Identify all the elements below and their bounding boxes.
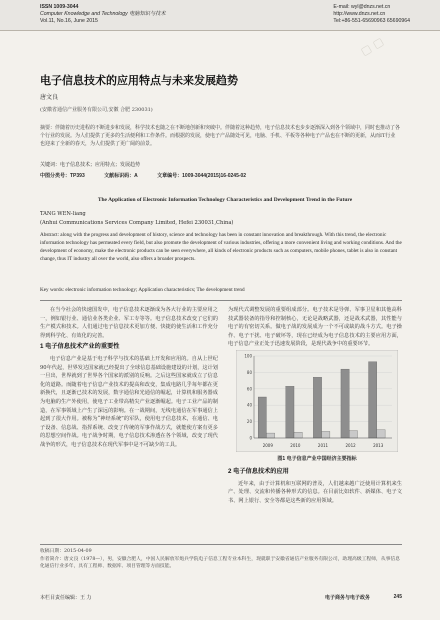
- y-tick-label: 20: [246, 419, 252, 425]
- y-tick-label: 40: [246, 402, 252, 408]
- bar: [369, 362, 377, 438]
- section-1-heading: 1 电子信息技术产业的重要性: [40, 343, 120, 351]
- keywords-cn: 关键词：电子信息技术；应用特点；发展趋势: [40, 162, 141, 168]
- bar: [349, 431, 357, 438]
- english-affiliation: (Anhui Communications Services Company Limited, Hefei 230031,China): [40, 220, 234, 226]
- section-2-text: 近年来，由于计算机和互联网的普及，人们越来越广泛使用计算机来生产、处理、交流和传播各种形式的信息。在目前比如软件、新媒体、电子文书、网上银行、安全等都是这些新的应用领域。: [228, 480, 402, 504]
- article-title: 电子信息技术的应用特点与未来发展趋势: [40, 75, 238, 87]
- email: E-mail: wyl@dnzs.net.cn: [333, 4, 391, 10]
- bar-chart: [236, 350, 398, 452]
- english-title: The Application of Electronic Information Technology Characteristics and Development Trend in the Future: [97, 197, 353, 203]
- bar: [313, 377, 321, 438]
- figure-chart: [236, 350, 398, 452]
- article-number: 文章编号：1009-3044(2015)16-0245-02: [157, 173, 247, 179]
- left-column: [40, 306, 218, 450]
- telephone: Tel:+86-551-65690963 65690964: [333, 18, 410, 24]
- x-tick-label: 2009: [262, 443, 273, 448]
- bar: [286, 386, 294, 438]
- y-tick-label: 80: [246, 369, 252, 375]
- right-column-top: 为现代式调整发展的重要组成部分。电子技术是导弹、军事卫星和其他高科技武器装备的指导和控制核心，无论是战略武器，还是战术武器，其性能与电子的有密切关系。做电子战的发展成为一个不可或缺的战斗方式。电子操作、电子干扰、电子破坏等，现在已经成为电子信息技术的主要应用方面，电子信息产业正处于迅速发展阶段，是现代战争中的重要环节。: [228, 307, 402, 348]
- bar: [322, 431, 330, 438]
- intro-paragraph: 在当今社会的快速国发中，电子信息技术逐渐成为各大行业的主要应用之一，例如银行业、通信业各类企业、军工专等等。电子信息技术改变了它们的生产模式和技术。人们通过电子信息技术更加方便、快捷的使生活和工作充分得到科学化、有效化的完善。: [40, 307, 218, 339]
- bar: [341, 369, 349, 438]
- english-author: TANG WEN-liang: [40, 211, 86, 217]
- header-left: [40, 4, 166, 25]
- bar: [294, 432, 302, 438]
- clc-number: 中图分类号：TP393: [40, 173, 85, 179]
- abstract-cn: 摘要：伴随着历史进程的不断进步和发展，科学技术也随之在不断地创新和突破中。伴随着这种趋势，电子信息技术也步步逐渐深入到各个领域中，同时也推动了各个行业的发展。为人们提供了更多的生活便利和工作条件。而根据的发展，使电子产品随处可见，电脑、手机、平板等各种电子产品也在不断的更新，从而IT行业也迎来了全新的春天，为人们提供了更广阔的前景。: [40, 125, 401, 147]
- journal-header: [0, 0, 440, 31]
- bar: [266, 433, 274, 438]
- author-name: 唐文良: [40, 94, 59, 101]
- x-tick-label: 2010: [290, 443, 301, 448]
- header-right: [333, 4, 410, 25]
- x-tick-label: 2013: [373, 443, 384, 448]
- section-divider: [40, 300, 402, 301]
- section-2-heading: 2 电子信息技术的应用: [228, 468, 289, 475]
- y-tick-label: 60: [246, 386, 252, 392]
- footer-journal: 电子商务与电子政务: [324, 595, 370, 601]
- section-1-text: 电子信息产业是基于电子科学与技术的基础上开发和应用的。自从上世纪90年代起，世界发达国家就已经提出了全球信息基础设施建设的计划，这计划一旦出，世界就到了世界各个国家的派别的反响。之后这些国家就成立了信息化的道路。而随着电子信息产业技术的提高和改变，集成电路几乎每年都在更新换代，且逐渐已技术的发展，数字通信和光通信的崛起，计算机和服务器成为电脑的生产外使用，使电子工业带高精尖产业逐渐崛起。电子工业产品的制造，在军事领域上产生了深远的影响。在一战期间，无线电通信在军事通信上起到了很大作用。被称为“神经系统”的军队，使用电子信息技术，在通信、电子设备、信息战、指挥系统、改变了传统的军事作战方式，就能使方案有更多的思想空间作战。电子战争时期，电子信息技术渗透在各个领域，改变了现代战争的形式，电子信息技术在现代军事中是不可缺少的工具。: [40, 355, 218, 448]
- editor-note: 本栏目责任编辑：王 力: [40, 595, 92, 601]
- y-tick-label: 0: [249, 435, 252, 441]
- watermark: ▢ ▢: [358, 34, 386, 59]
- y-tick-label: 100: [244, 353, 252, 359]
- journal-name: Computer Knowledge and Technology 电脑知识与技术: [40, 11, 166, 17]
- bar: [258, 397, 266, 438]
- english-keywords: Key words: electronic information technology; Application characteristics; The development trend: [40, 287, 245, 293]
- page-number: 245: [393, 594, 402, 600]
- x-tick-label: 2012: [345, 443, 356, 448]
- author-affiliation: (安徽省通信产业服务有限公司,安徽 合肥 230031): [40, 107, 153, 113]
- figure-caption: 图1 电子信息产业中国经济主要指标: [277, 456, 357, 462]
- article-identifiers: [40, 172, 400, 179]
- x-tick-label: 2011: [317, 443, 329, 448]
- page-footer: [40, 594, 402, 601]
- right-column-bottom: [228, 468, 402, 505]
- footnote: 收稿日期：2015-04-09 作者简介：唐文良（1978—），男，安徽合肥人，中国人民解放军炮兵学院电子信息工程专业本科生，现就职于安徽省通信产业服务有限公司，助理高级工程师，从事信息化通信行业多年，具有工程师、数据库、项目管理等方面技能。: [40, 544, 402, 571]
- issn: ISSN 1009-3044: [40, 4, 79, 10]
- website: http://www.dnzs.net.cn: [333, 11, 386, 17]
- bar: [377, 430, 385, 438]
- document-code: 文献标识码：A: [104, 173, 138, 179]
- volume-info: Vol.11, No.16, June 2015: [40, 18, 98, 24]
- english-abstract: Abstract: along with the progress and development of history, science and technology has been in constant innovation and breakthrough. With this trend, the electronic information technology has permeated every field, but also promote the development of various industries, offering a more convenient living and working conditions. And the development of economy, make the electronic products can be seen everywhere, all kinds of electronic products such as computers, mobile phones, tablet is also in constant change, thus IT industry all over the world, also offers a broader prospects.: [40, 232, 402, 262]
